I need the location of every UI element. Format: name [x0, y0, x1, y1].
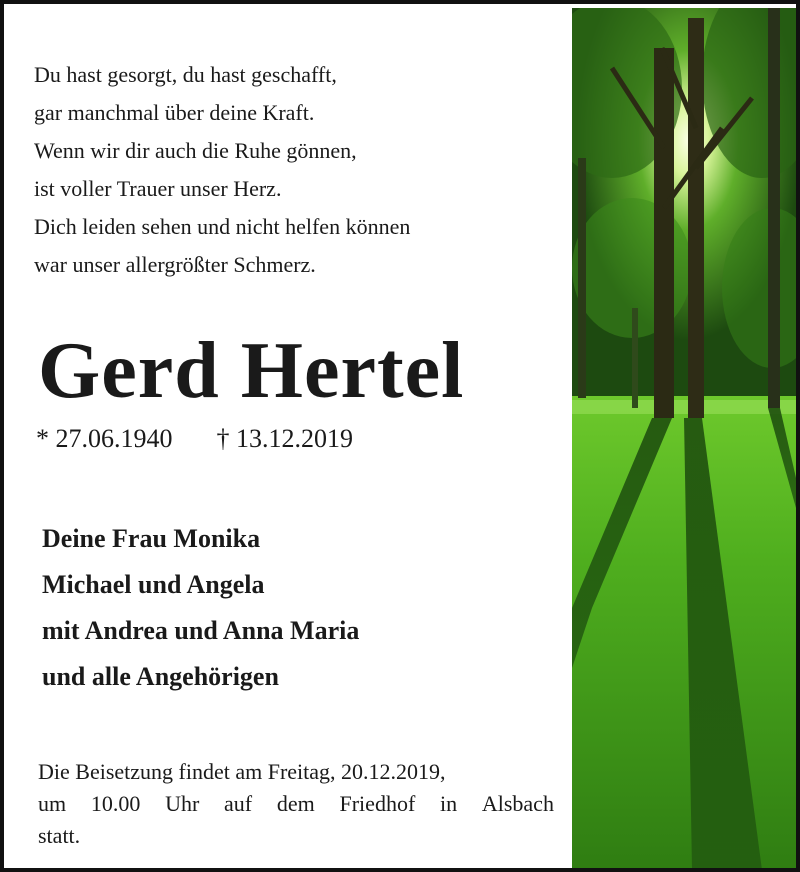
- tree-trunk: [688, 18, 704, 418]
- funeral-line: Die Beisetzung findet am Freitag, 20.12.2019,: [38, 759, 446, 784]
- poem-line: Wenn wir dir auch die Ruhe gönnen,: [34, 138, 357, 163]
- tree-trunk: [654, 48, 674, 418]
- funeral-word: Uhr: [165, 791, 200, 816]
- funeral-word: in: [440, 791, 458, 816]
- life-dates: [36, 422, 353, 456]
- funeral-word: dem: [276, 791, 315, 816]
- tree-trunk: [632, 308, 638, 408]
- poem: [34, 56, 410, 284]
- death-date: † 13.12.2019: [216, 424, 353, 453]
- poem-line: gar manchmal über deine Kraft.: [34, 100, 315, 125]
- tree-trunk: [578, 158, 586, 398]
- birth-date: * 27.06.1940: [36, 424, 173, 453]
- poem-line: Dich leiden sehen und nicht helfen können: [34, 214, 411, 239]
- funeral-word: auf: [224, 791, 253, 816]
- forest-photo: [572, 8, 796, 870]
- mourner-line: Michael und Angela: [42, 570, 265, 599]
- mourners-list: [42, 516, 359, 700]
- poem-line: Du hast gesorgt, du hast geschafft,: [34, 62, 337, 87]
- funeral-info: [38, 756, 558, 852]
- mourner-line: Deine Frau Monika: [42, 524, 261, 553]
- tree-trunk: [768, 8, 780, 408]
- funeral-word: 10.00: [90, 791, 141, 816]
- poem-line: war unser allergrößter Schmerz.: [34, 252, 316, 277]
- mourner-line: und alle Angehörigen: [42, 662, 279, 691]
- funeral-line-justified: [38, 788, 554, 820]
- funeral-word: Alsbach: [481, 791, 554, 816]
- deceased-name: Gerd Hertel: [38, 327, 465, 415]
- mourner-line: mit Andrea und Anna Maria: [42, 616, 360, 645]
- text-column: [4, 4, 570, 868]
- poem-line: ist voller Trauer unser Herz.: [34, 176, 282, 201]
- funeral-line: statt.: [38, 823, 81, 848]
- funeral-word: Friedhof: [339, 791, 416, 816]
- grass: [572, 396, 796, 870]
- funeral-word: um: [38, 791, 67, 816]
